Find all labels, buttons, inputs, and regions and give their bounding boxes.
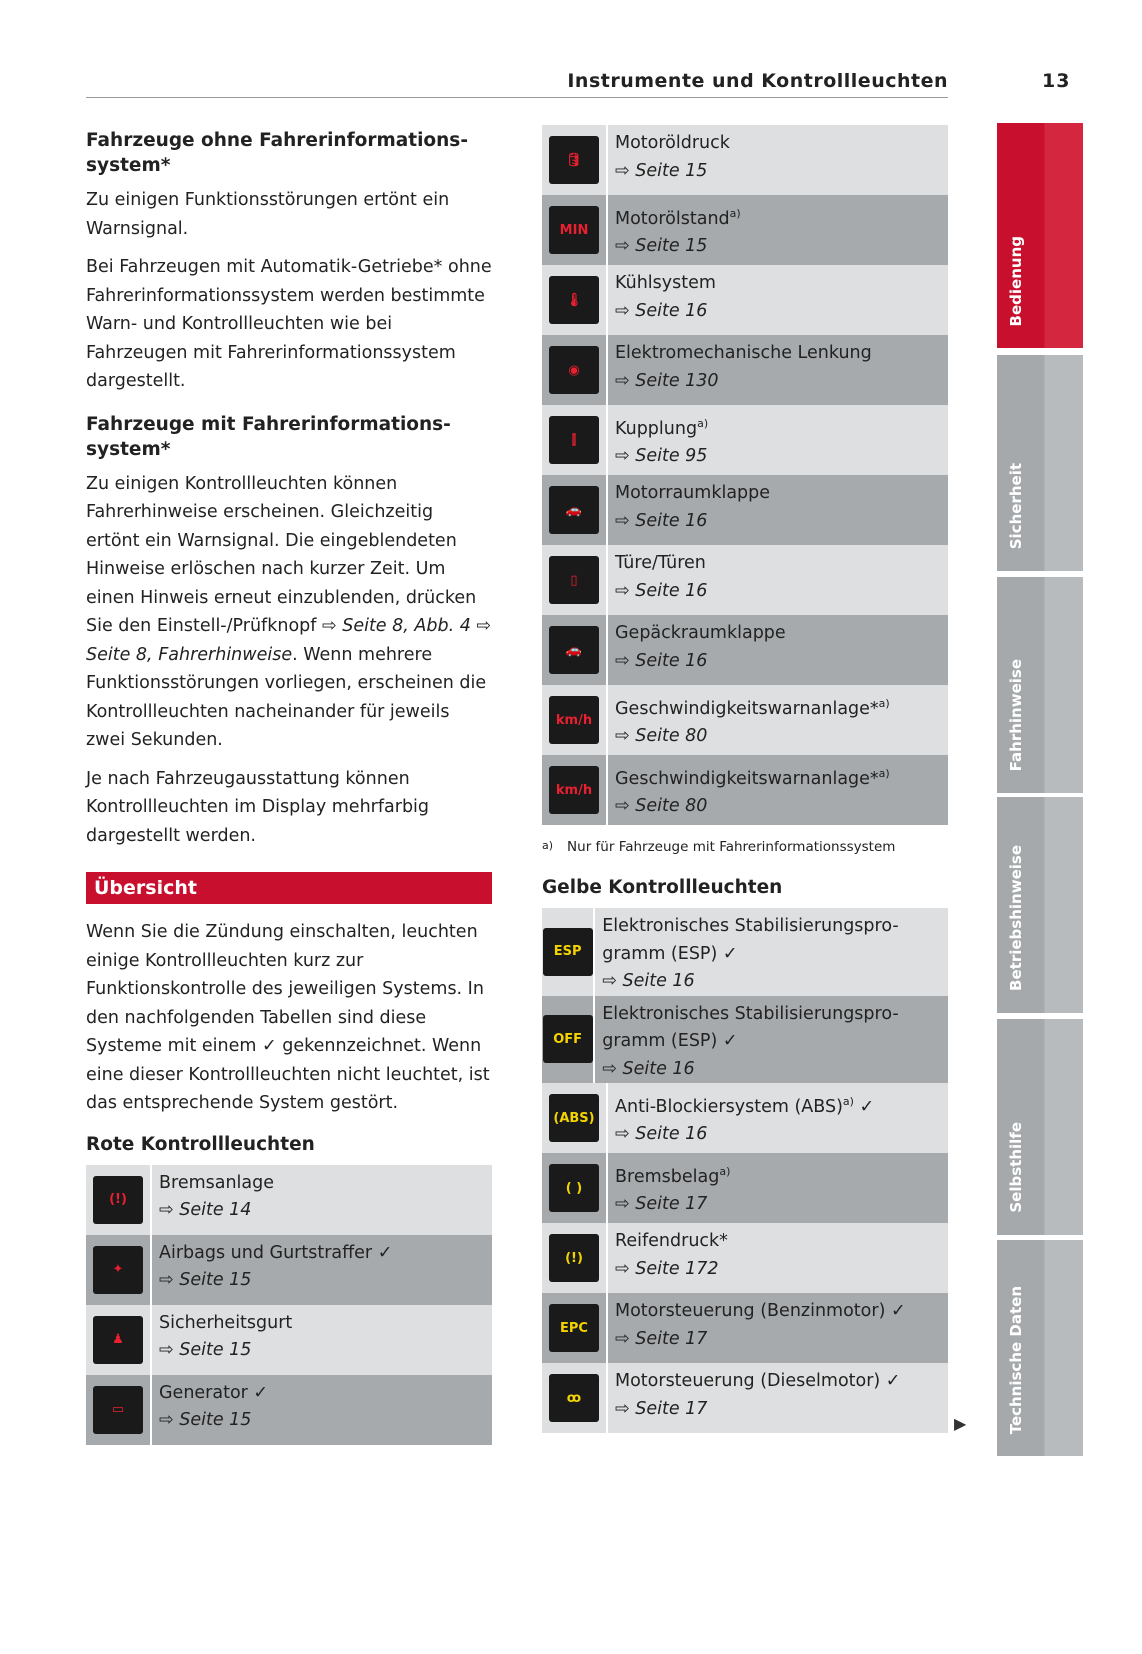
page-link[interactable]: ⇨ Seite 14 xyxy=(159,1200,252,1220)
label-text: Elektronisches Stabilisierungspro-gramm (ESP) ✓ xyxy=(602,916,899,964)
tab-label: Betriebshinweise xyxy=(1007,845,1025,991)
label-text: Sicherheitsgurt xyxy=(159,1312,293,1333)
footnote-ref: a) xyxy=(878,767,890,780)
tab-selbsthilfe[interactable] xyxy=(997,1019,1083,1235)
tab-betriebshinweise[interactable] xyxy=(997,797,1083,1013)
icon-cell xyxy=(542,475,608,545)
table-row xyxy=(542,1153,948,1223)
row-text xyxy=(608,125,730,195)
row-text xyxy=(608,1293,906,1363)
coolant-icon: 🌡 xyxy=(549,276,599,324)
table-row xyxy=(542,265,948,335)
icon-cell xyxy=(86,1235,152,1305)
table-row xyxy=(86,1375,492,1445)
row-label xyxy=(615,550,707,578)
row-text xyxy=(152,1375,268,1445)
icon-cell xyxy=(542,265,608,335)
paragraph xyxy=(86,470,492,755)
abs-icon: (ABS) xyxy=(549,1094,599,1142)
row-label xyxy=(602,1001,948,1056)
chapter-title: Instrumente und Kontrollleuchten xyxy=(567,70,948,92)
label-text: Türe/Türen xyxy=(615,553,706,573)
yellow-lights-table xyxy=(542,908,948,1433)
paragraph: Wenn Sie die Zündung einschalten, leuchten einige Kontrollleuchten kurz zur Funktionskontrolle des jeweiligen Systems. In den nachfolgenden Tabellen sind diese Systeme mit einem ✓ gekennzeichnet. Wenn eine dieser Kontrollleuchten nicht leuchtet, ist das entsprechende System gestört. xyxy=(86,922,490,1113)
page-link[interactable]: ⇨ Seite 17 xyxy=(615,1194,708,1215)
table-row xyxy=(86,1165,492,1235)
icon-cell xyxy=(542,685,608,755)
icon-cell xyxy=(542,615,608,685)
row-text xyxy=(595,908,948,996)
table-row xyxy=(86,1305,492,1375)
door-icon: ▯ xyxy=(549,556,599,604)
row-label xyxy=(615,1088,874,1121)
row-text xyxy=(608,335,872,405)
label-text: Elektromechanische Lenkung xyxy=(615,343,872,363)
table-row xyxy=(542,615,948,685)
table-row xyxy=(542,908,948,996)
heading-yellow-lights: Gelbe Kontrollleuchten xyxy=(542,877,783,898)
row-text xyxy=(152,1235,392,1305)
seatbelt-icon: ♟ xyxy=(93,1316,143,1364)
row-text xyxy=(152,1165,274,1235)
table-row xyxy=(542,405,948,475)
battery-icon: ▭ xyxy=(93,1386,143,1434)
row-label xyxy=(615,130,730,158)
row-text xyxy=(608,1363,900,1433)
icon-cell xyxy=(542,908,595,996)
tab-label: Bedienung xyxy=(1007,235,1025,326)
label-text: Kühlsystem xyxy=(615,273,716,293)
icon-cell xyxy=(542,125,608,195)
table-row xyxy=(542,996,948,1084)
tab-fahrhinweise[interactable] xyxy=(997,577,1083,793)
text: . Wenn mehrere Funktionsstörungen vorliegen, erscheinen die Kontrollleuchten nacheinander für jeweils zwei Sekunden. xyxy=(86,644,487,750)
icon-cell xyxy=(542,755,608,825)
page-link[interactable]: ⇨ Seite 15 xyxy=(159,1270,252,1290)
row-text xyxy=(608,755,890,825)
page-link[interactable]: ⇨ Seite 130 xyxy=(615,370,719,391)
epc-icon: EPC xyxy=(549,1304,599,1352)
glow-plug-icon: ꝏ xyxy=(549,1374,599,1422)
row-label xyxy=(159,1170,274,1198)
page-link[interactable]: ⇨ Seite 17 xyxy=(615,1398,708,1419)
row-label xyxy=(159,1240,392,1268)
footnote-ref: a) xyxy=(697,417,709,430)
row-text xyxy=(608,1223,728,1293)
footnote-ref: a) xyxy=(842,1095,854,1108)
tab-bedienung[interactable] xyxy=(997,123,1083,348)
label-text: Anti-Blockiersystem (ABS) xyxy=(615,1096,843,1117)
footnote xyxy=(542,839,948,855)
heading-without-fis: Fahrzeuge ohne Fahrerinformations-system* xyxy=(86,130,468,176)
page-link[interactable]: ⇨ Seite 16 xyxy=(615,1124,708,1145)
icon-cell xyxy=(542,1153,608,1223)
right-column xyxy=(542,125,948,1433)
table-row xyxy=(542,475,948,545)
row-label xyxy=(159,1380,268,1408)
steering-icon: ◉ xyxy=(549,346,599,394)
red-lights-table xyxy=(86,1165,492,1445)
label-text: Airbags und Gurtstraffer ✓ xyxy=(159,1242,393,1263)
row-label xyxy=(615,200,741,233)
table-row xyxy=(86,1235,492,1305)
label-text: Motorsteuerung (Dieselmotor) ✓ xyxy=(615,1371,901,1391)
page-header xyxy=(86,66,948,98)
page-link[interactable]: ⇨ Seite 16 xyxy=(615,300,708,321)
row-text xyxy=(608,545,707,615)
label-text: Reifendruck* xyxy=(615,1231,728,1251)
speed-warning-1-icon: km/h xyxy=(549,696,599,744)
row-text xyxy=(608,475,770,545)
page-link[interactable]: ⇨ Seite 80 xyxy=(615,796,708,817)
speed-warning-2-icon: km/h xyxy=(549,766,599,814)
page-link[interactable]: ⇨ Seite 15 xyxy=(159,1410,252,1430)
page-number: 13 xyxy=(1042,70,1071,92)
row-text xyxy=(608,685,890,755)
row-text xyxy=(595,996,948,1084)
page-link[interactable]: ⇨ Seite 16 xyxy=(602,1058,695,1079)
table-row xyxy=(542,545,948,615)
row-label xyxy=(615,1298,906,1326)
tab-label: Technische Daten xyxy=(1007,1285,1025,1434)
page-link[interactable]: ⇨ Seite 15 xyxy=(615,236,708,257)
label-text: Gepäckraumklappe xyxy=(615,623,786,643)
icon-cell xyxy=(542,1083,608,1153)
row-label xyxy=(615,410,708,443)
tab-label: Fahrhinweise xyxy=(1007,658,1025,771)
label-text: Generator ✓ xyxy=(159,1382,269,1403)
icon-cell xyxy=(542,335,608,405)
label-text: Bremsanlage xyxy=(159,1172,275,1193)
table-row xyxy=(542,1223,948,1293)
table-row xyxy=(542,195,948,265)
label-text: Bremsbelag xyxy=(615,1166,720,1187)
brake-pad-icon: ( ) xyxy=(549,1164,599,1212)
clutch-icon: ⫿ xyxy=(549,416,599,464)
footnote-ref: a) xyxy=(719,1165,731,1178)
hood-icon: 🚗 xyxy=(549,486,599,534)
heading-red-lights: Rote Kontrollleuchten xyxy=(86,1133,315,1155)
tab-technische-daten[interactable] xyxy=(997,1240,1083,1456)
page-link[interactable]: ⇨ Seite 16 xyxy=(615,510,708,531)
row-label xyxy=(159,1310,292,1338)
row-label xyxy=(615,1228,728,1256)
row-label xyxy=(615,1158,730,1191)
page-link[interactable]: ⇨ Seite 16 xyxy=(615,650,708,671)
oil-pressure-icon: 🛢 xyxy=(549,136,599,184)
row-text xyxy=(608,405,708,475)
row-text xyxy=(608,615,786,685)
page-link[interactable]: ⇨ Seite 15 xyxy=(159,1340,252,1360)
page-link[interactable]: ⇨ Seite 16 xyxy=(615,580,708,601)
row-text xyxy=(608,195,741,265)
row-label xyxy=(615,690,890,723)
icon-cell xyxy=(86,1305,152,1375)
trunk-icon: 🚗 xyxy=(549,626,599,674)
label-text: Kupplung xyxy=(615,418,698,439)
icon-cell xyxy=(542,996,595,1084)
heading-with-fis: Fahrzeuge mit Fahrerinformations-system* xyxy=(86,413,451,460)
label-text: Geschwindigkeitswarnanlage* xyxy=(615,768,879,789)
icon-cell xyxy=(542,405,608,475)
page-link[interactable]: ⇨ Seite 17 xyxy=(615,1328,708,1349)
left-column xyxy=(86,128,492,1445)
tab-label: Selbsthilfe xyxy=(1007,1122,1025,1213)
row-label xyxy=(615,480,770,508)
row-text xyxy=(608,265,716,335)
icon-cell xyxy=(542,1293,608,1363)
paragraph: Bei Fahrzeugen mit Automatik-Getriebe* ohne Fahrerinformationssystem werden bestimmte Warn- und Kontrollleuchten wie bei Fahrzeugen mit Fahrerinformationssystem dargestellt. xyxy=(86,257,492,391)
tab-sicherheit[interactable] xyxy=(997,355,1083,571)
continue-arrow-icon: ▶ xyxy=(954,1414,967,1433)
table-row xyxy=(542,1293,948,1363)
row-label xyxy=(615,760,890,793)
table-row xyxy=(542,125,948,195)
footnote-text: Nur für Fahrzeuge mit Fahrerinformationssystem xyxy=(567,839,896,855)
row-label xyxy=(615,620,786,648)
label-text: Geschwindigkeitswarnanlage* xyxy=(615,698,879,719)
icon-cell xyxy=(542,1223,608,1293)
table-row xyxy=(542,1083,948,1153)
esp-icon: ESP xyxy=(543,928,593,976)
page-link[interactable]: ⇨ Seite 172 xyxy=(615,1258,719,1279)
text: Zu einigen Kontrollleuchten können Fahrerhinweise erscheinen. Gleichzeitig ertönt ein Warnsignal. Die eingeblendeten Hinweise erlöschen nach kurzer Zeit. Um einen Hinweis erneut einzublenden, drücken Sie den Einstell-/Prüfknopf xyxy=(86,473,477,636)
page-link[interactable]: ⇨ Seite 95 xyxy=(615,446,708,467)
row-label xyxy=(615,1368,900,1396)
esp-off-icon: OFF xyxy=(543,1015,593,1063)
page-link[interactable]: ⇨ Seite 16 xyxy=(602,971,695,991)
check-mark: ✓ xyxy=(853,1096,875,1117)
row-text xyxy=(608,1083,874,1153)
label-text: Motorsteuerung (Benzinmotor) ✓ xyxy=(615,1301,906,1321)
row-label xyxy=(602,913,948,968)
table-row xyxy=(542,335,948,405)
paragraph: Je nach Fahrzeugausstattung können Kontrollleuchten im Display mehrfarbig dargestellt werden. xyxy=(86,768,430,846)
row-text xyxy=(608,1153,730,1223)
icon-cell xyxy=(86,1375,152,1445)
footnote-ref: a) xyxy=(878,697,890,710)
icon-cell xyxy=(86,1165,152,1235)
paragraph: Zu einigen Funktionsstörungen ertönt ein Warnsignal. xyxy=(86,190,450,239)
row-label xyxy=(615,270,716,298)
row-text xyxy=(152,1305,292,1375)
icon-cell xyxy=(542,195,608,265)
label-text: Motorraumklappe xyxy=(615,483,771,503)
table-row xyxy=(542,685,948,755)
table-row xyxy=(542,755,948,825)
footnote-mark: a) xyxy=(542,839,554,852)
tab-label: Sicherheit xyxy=(1007,462,1025,549)
label-text: Elektronisches Stabilisierungspro-gramm (ESP) ✓ xyxy=(602,1003,899,1051)
oil-level-icon: MIN xyxy=(549,206,599,254)
label-text: Motorölstand xyxy=(615,208,730,229)
table-row xyxy=(542,1363,948,1433)
red-lights-table-continued xyxy=(542,125,948,825)
footnote-ref: a) xyxy=(729,207,741,220)
icon-cell xyxy=(542,1363,608,1433)
row-label xyxy=(615,340,872,368)
icon-cell xyxy=(542,545,608,615)
airbag-icon: ✦ xyxy=(93,1246,143,1294)
brake-icon: (!) xyxy=(93,1176,143,1224)
tire-pressure-icon: (!) xyxy=(549,1234,599,1282)
label-text: Motoröldruck xyxy=(615,133,730,153)
page-link[interactable]: ⇨ Seite 80 xyxy=(615,726,708,747)
section-heading-overview: Übersicht xyxy=(86,872,492,904)
page-link[interactable]: ⇨ Seite 15 xyxy=(615,160,708,181)
page-link[interactable]: ⇨ Seite 8, Abb. 4 ⇨ Seite 8, Fahrerhinweise xyxy=(86,616,492,665)
